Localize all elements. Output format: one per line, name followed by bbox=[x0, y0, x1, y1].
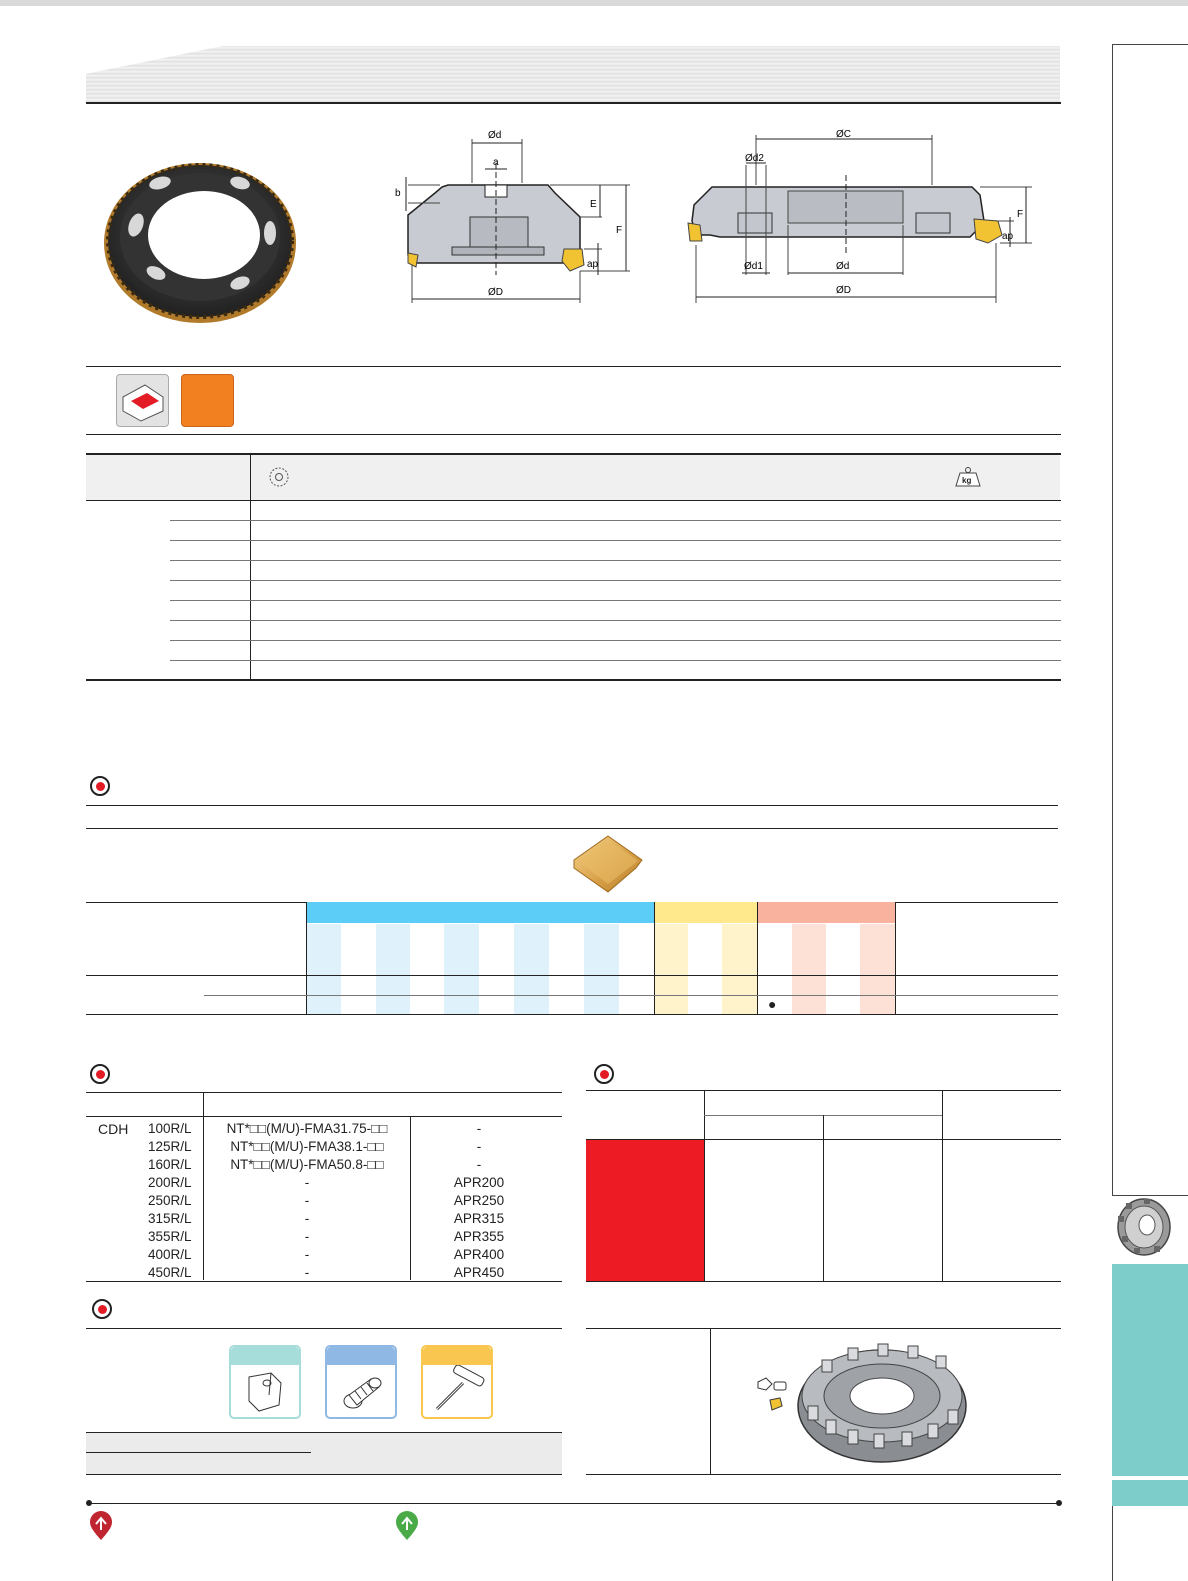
spec-header-rule bbox=[86, 500, 1061, 501]
title-banner bbox=[86, 46, 1060, 104]
arbor-section-icon bbox=[90, 1064, 110, 1084]
adapter-code: APR200 bbox=[453, 1175, 505, 1190]
dim-right-D: ØD bbox=[836, 285, 851, 296]
side-tab-teal[interactable] bbox=[1112, 1264, 1188, 1476]
assembly-drawing bbox=[752, 1336, 972, 1466]
weight-icon-label: kg bbox=[962, 476, 972, 485]
dim-right-d2: Ød2 bbox=[745, 153, 764, 164]
side-tab-teal-lower[interactable] bbox=[1112, 1480, 1188, 1506]
note-bottom-rule bbox=[86, 1474, 562, 1475]
dim-left-E: E bbox=[590, 199, 597, 210]
dim-right-F: F bbox=[1017, 209, 1024, 220]
adapter-code: APR355 bbox=[453, 1229, 505, 1244]
grade-column bbox=[655, 924, 688, 1014]
arbor-table-top-rule bbox=[86, 1092, 562, 1093]
assembly-top-rule bbox=[586, 1328, 1061, 1329]
spare-parts-rule bbox=[86, 1328, 562, 1329]
dim-right-ap: ap bbox=[1002, 231, 1014, 242]
dim-left-d: Ød bbox=[488, 130, 502, 141]
spec-table-bottom-rule bbox=[86, 679, 1061, 681]
grade-table-bottom-rule bbox=[86, 1014, 1058, 1015]
grade-row-rule bbox=[86, 975, 1058, 976]
dimension-drawing-right bbox=[680, 125, 1040, 310]
arbor-code: - bbox=[304, 1193, 310, 1208]
grade-band-blue bbox=[306, 902, 654, 923]
dim-left-b: b bbox=[395, 188, 401, 199]
grade-column bbox=[584, 924, 619, 1014]
spare-parts-section-icon bbox=[92, 1299, 112, 1319]
grade-column bbox=[860, 924, 895, 1014]
note-top-rule bbox=[86, 1432, 562, 1433]
dim-left-F: F bbox=[616, 225, 623, 236]
arbor-size: 125R/L bbox=[148, 1139, 192, 1154]
cutting-red-cell bbox=[586, 1140, 704, 1282]
spec-row-line bbox=[170, 620, 1061, 621]
wrench-part-card bbox=[421, 1345, 493, 1419]
spec-row-line bbox=[170, 600, 1061, 601]
arbor-size: 200R/L bbox=[148, 1175, 192, 1190]
top-bar bbox=[0, 0, 1188, 6]
arbor-code: - bbox=[304, 1175, 310, 1190]
next-page-icon[interactable] bbox=[394, 1510, 420, 1542]
screw-icon bbox=[327, 1365, 395, 1417]
adapter-code: APR315 bbox=[453, 1211, 505, 1226]
material-color-icon bbox=[181, 374, 234, 427]
spec-row-line bbox=[170, 520, 1061, 521]
wedge-part-card bbox=[229, 1345, 301, 1419]
arbor-header-rule bbox=[86, 1116, 562, 1117]
grade-divider bbox=[895, 902, 896, 1014]
grade-column bbox=[444, 924, 479, 1014]
arbor-header-divider bbox=[203, 1092, 204, 1116]
dim-left-D: ØD bbox=[488, 287, 503, 298]
spec-row-line bbox=[170, 660, 1061, 661]
cutting-table-top-rule bbox=[586, 1090, 1061, 1091]
grade-band-salmon bbox=[758, 902, 895, 923]
arbor-size: 315R/L bbox=[148, 1211, 192, 1226]
arbor-code: NT*□□(M/U)-FMA38.1-□□ bbox=[230, 1139, 384, 1154]
side-tab-frame bbox=[1112, 44, 1188, 1196]
arbor-code: - bbox=[304, 1247, 310, 1262]
grade-band-yellow bbox=[655, 902, 757, 923]
spec-table-divider bbox=[250, 455, 251, 680]
adapter-code: - bbox=[476, 1157, 482, 1172]
adapter-code: APR250 bbox=[453, 1193, 505, 1208]
spare-parts-note bbox=[86, 1432, 562, 1474]
adapter-code: APR450 bbox=[453, 1265, 505, 1280]
spec-row-line bbox=[170, 560, 1061, 561]
arbor-size: 100R/L bbox=[148, 1121, 192, 1136]
footer-rule bbox=[88, 1503, 1060, 1504]
dim-right-C: ØC bbox=[836, 129, 851, 140]
cutting-table-bottom-rule bbox=[586, 1281, 1061, 1282]
insert-table-top-rule bbox=[86, 828, 1058, 829]
adapter-code: - bbox=[476, 1139, 482, 1154]
arbor-size: 450R/L bbox=[148, 1265, 192, 1280]
cutting-divider bbox=[823, 1115, 824, 1282]
note-mid-rule bbox=[86, 1452, 311, 1453]
side-tab-line bbox=[1112, 1506, 1113, 1581]
assembly-bottom-rule bbox=[586, 1474, 1061, 1475]
dim-right-d: Ød bbox=[836, 261, 850, 272]
arbor-code: NT*□□(M/U)-FMA50.8-□□ bbox=[230, 1157, 384, 1172]
arbor-size: 160R/L bbox=[148, 1157, 192, 1172]
arbor-table-bottom-rule bbox=[86, 1281, 562, 1282]
arbor-code: NT*□□(M/U)-FMA31.75-□□ bbox=[226, 1121, 388, 1136]
screw-part-card bbox=[325, 1345, 397, 1419]
cutter-photo bbox=[100, 155, 300, 325]
arbor-code: - bbox=[304, 1265, 310, 1280]
cutting-divider bbox=[942, 1090, 943, 1282]
arbor-series-label: CDH bbox=[98, 1121, 129, 1137]
grade-divider bbox=[654, 902, 655, 1014]
spec-row-line bbox=[170, 540, 1061, 541]
insert-section-rule bbox=[86, 805, 1058, 806]
spec-row-line bbox=[170, 580, 1061, 581]
insert-section-icon bbox=[90, 776, 110, 796]
dim-right-d1: Ød1 bbox=[744, 261, 763, 272]
wrench-icon bbox=[423, 1365, 491, 1417]
cutting-section-icon bbox=[594, 1064, 614, 1084]
grade-column bbox=[514, 924, 549, 1014]
cutting-divider bbox=[704, 1090, 705, 1282]
grade-row-rule bbox=[204, 995, 1058, 996]
side-tab-cutter-icon[interactable] bbox=[1114, 1196, 1172, 1258]
arbor-size: 250R/L bbox=[148, 1193, 192, 1208]
dimension-drawing-left bbox=[390, 125, 635, 310]
grade-column bbox=[792, 924, 826, 1014]
arbor-size: 400R/L bbox=[148, 1247, 192, 1262]
rpm-icon bbox=[268, 466, 290, 488]
icon-row-bottom-rule bbox=[86, 434, 1061, 435]
adapter-code: - bbox=[476, 1121, 482, 1136]
footer-dot-left bbox=[86, 1500, 92, 1506]
dim-left-ap: ap bbox=[587, 259, 599, 270]
grade-column bbox=[376, 924, 410, 1014]
arbor-size: 355R/L bbox=[148, 1229, 192, 1244]
insert-image bbox=[570, 834, 646, 896]
banner-rule bbox=[86, 102, 1061, 104]
arbor-code: - bbox=[304, 1229, 310, 1244]
assembly-divider bbox=[710, 1328, 711, 1474]
grade-column bbox=[722, 924, 757, 1014]
adapter-code: APR400 bbox=[453, 1247, 505, 1262]
grade-recommended-mark: ● bbox=[768, 996, 777, 1012]
icon-row-top-rule bbox=[86, 366, 1061, 367]
grade-column bbox=[306, 924, 341, 1014]
spec-row-line bbox=[170, 640, 1061, 641]
dim-left-a: a bbox=[493, 157, 499, 168]
grade-divider bbox=[757, 902, 758, 1014]
weight-icon bbox=[954, 466, 982, 488]
footer-dot-right bbox=[1056, 1500, 1062, 1506]
prev-page-icon[interactable] bbox=[88, 1510, 114, 1542]
arbor-code: - bbox=[304, 1211, 310, 1226]
milling-type-icon bbox=[116, 374, 169, 427]
wedge-icon bbox=[231, 1365, 299, 1417]
spec-table-header bbox=[86, 455, 1060, 500]
grade-divider bbox=[306, 902, 307, 1014]
